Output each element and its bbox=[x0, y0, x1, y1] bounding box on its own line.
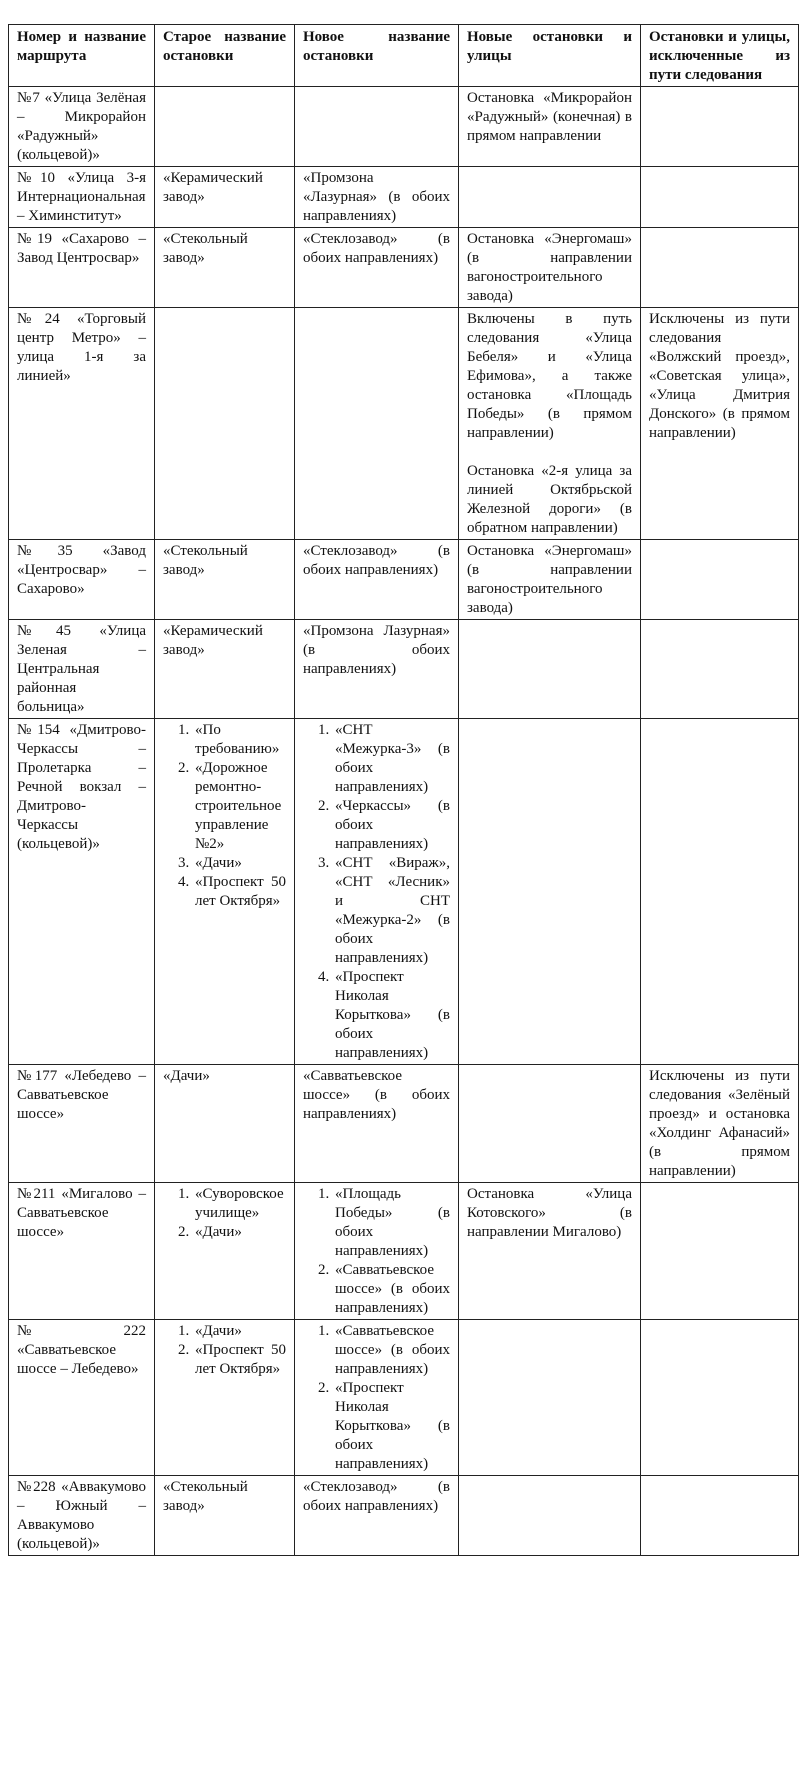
route-changes-table bbox=[8, 24, 799, 1556]
removed-stops-cell bbox=[641, 540, 799, 620]
list-item: 2. «Черкассы» (в обоих направлениях) bbox=[333, 797, 450, 854]
old-name-cell bbox=[155, 308, 295, 540]
header-row bbox=[9, 25, 799, 87]
route-cell: №24 «Торговый центр Метро» – улица 1-я за линией» bbox=[9, 308, 155, 540]
list-item: 1. «Дачи» bbox=[193, 1322, 286, 1341]
cell-paragraph: «Стекольный завод» bbox=[163, 1479, 248, 1514]
new-name-cell bbox=[295, 167, 459, 228]
cell-paragraph: Исключены из пути следования «Зелёный проезд» и остановка «Холдинг Афанасий» (в прямом направлении) bbox=[649, 1068, 790, 1179]
header-new-stops-streets: Новые остановки и улицы bbox=[459, 25, 641, 87]
table-row bbox=[9, 308, 799, 540]
table-row bbox=[9, 1065, 799, 1183]
route-cell: №177 «Лебедево – Савватьевское шоссе» bbox=[9, 1065, 155, 1183]
cell-paragraph: «Керамический завод» bbox=[163, 170, 263, 205]
cell-paragraph: «Стеклозавод» (в обоих направлениях) bbox=[303, 543, 450, 578]
added-stops-cell bbox=[459, 1320, 641, 1476]
cell-paragraph: «Стеклозавод» (в обоих направлениях) bbox=[303, 231, 450, 266]
removed-stops-cell bbox=[641, 620, 799, 719]
list-item: 1. «По требованию» bbox=[193, 721, 286, 759]
route-cell: №10 «Улица 3-я Интернациональная – Химинститут» bbox=[9, 167, 155, 228]
table-row bbox=[9, 228, 799, 308]
added-stops-cell bbox=[459, 308, 641, 540]
route-cell: №7 «Улица Зелёная – Микрорайон «Радужный» (кольцевой)» bbox=[9, 87, 155, 167]
old-name-cell bbox=[155, 540, 295, 620]
list-item: 2. «Дачи» bbox=[193, 1223, 286, 1242]
old-name-cell bbox=[155, 1065, 295, 1183]
table-body bbox=[9, 87, 799, 1556]
cell-paragraph: Остановка «Энергомаш» (в направлении вагоностроительного завода) bbox=[467, 543, 632, 616]
route-cell: №228 «Аввакумово – Южный – Аввакумово (кольцевой)» bbox=[9, 1476, 155, 1556]
new-name-cell bbox=[295, 620, 459, 719]
list-item: 2. «Дорожное ремонтно-строительное управление №2» bbox=[193, 759, 286, 854]
cell-paragraph: Остановка «Микрорайон «Радужный» (конечная) в прямом направлении bbox=[467, 90, 632, 144]
cell-paragraph: «Дачи» bbox=[163, 1068, 210, 1084]
list-item: 1. «Савватьевское шоссе» (в обоих направлениях) bbox=[333, 1322, 450, 1379]
new-name-cell bbox=[295, 1320, 459, 1476]
cell-paragraph: Исключены из пути следования «Волжский проезд», «Советская улица», «Улица Дмитрия Донского» (в прямом направлении) bbox=[649, 311, 790, 441]
list-item: 3. «СНТ «Вираж», «СНТ «Лесник» и СНТ «Межурка-2» (в обоих направлениях) bbox=[333, 854, 450, 968]
table-row bbox=[9, 87, 799, 167]
header-excluded-stops-streets: Остановки и улицы, исключенные из пути следования bbox=[641, 25, 799, 87]
old-name-cell bbox=[155, 719, 295, 1065]
added-stops-cell bbox=[459, 1476, 641, 1556]
table-row bbox=[9, 620, 799, 719]
table-row bbox=[9, 1183, 799, 1320]
list-item: 3. «Дачи» bbox=[193, 854, 286, 873]
cell-paragraph: Остановка «Улица Котовского» (в направлении Мигалово) bbox=[467, 1186, 632, 1240]
removed-stops-cell bbox=[641, 228, 799, 308]
removed-stops-cell bbox=[641, 1320, 799, 1476]
new-name-cell bbox=[295, 540, 459, 620]
cell-paragraph: «Савватьевское шоссе» (в обоих направлениях) bbox=[303, 1068, 450, 1122]
cell-paragraph: «Промзона «Лазурная» (в обоих направлениях) bbox=[303, 170, 450, 224]
cell-paragraph: Остановка «Энергомаш» (в направлении вагоностроительного завода) bbox=[467, 231, 632, 304]
added-stops-cell bbox=[459, 540, 641, 620]
new-name-cell bbox=[295, 228, 459, 308]
numbered-list bbox=[303, 721, 450, 1063]
header-old-stop-name: Старое название остановки bbox=[155, 25, 295, 87]
removed-stops-cell bbox=[641, 1183, 799, 1320]
route-cell: №45 «Улица Зеленая – Центральная районная больница» bbox=[9, 620, 155, 719]
old-name-cell bbox=[155, 1183, 295, 1320]
old-name-cell bbox=[155, 1320, 295, 1476]
table-row bbox=[9, 1476, 799, 1556]
cell-paragraph: «Промзона Лазурная» (в обоих направлениях) bbox=[303, 623, 450, 677]
list-item: 1. «СНТ «Межурка-3» (в обоих направлениях) bbox=[333, 721, 450, 797]
new-name-cell bbox=[295, 308, 459, 540]
old-name-cell bbox=[155, 228, 295, 308]
new-name-cell bbox=[295, 1476, 459, 1556]
table-row bbox=[9, 1320, 799, 1476]
table-row bbox=[9, 167, 799, 228]
added-stops-cell bbox=[459, 1183, 641, 1320]
route-cell: №154 «Дмитрово-Черкассы – Пролетарка – Речной вокзал – Дмитрово-Черкассы (кольцевой)» bbox=[9, 719, 155, 1065]
added-stops-cell bbox=[459, 620, 641, 719]
removed-stops-cell bbox=[641, 167, 799, 228]
cell-paragraph: «Стеклозавод» (в обоих направлениях) bbox=[303, 1479, 450, 1514]
added-stops-cell bbox=[459, 167, 641, 228]
list-item: 2. «Проспект 50 лет Октября» bbox=[193, 1341, 286, 1379]
new-name-cell bbox=[295, 1065, 459, 1183]
header-route: Номер и название маршрута bbox=[9, 25, 155, 87]
removed-stops-cell bbox=[641, 1476, 799, 1556]
numbered-list bbox=[303, 1322, 450, 1474]
old-name-cell bbox=[155, 1476, 295, 1556]
table-row bbox=[9, 719, 799, 1065]
removed-stops-cell bbox=[641, 1065, 799, 1183]
route-cell: №211 «Мигалово – Савватьевское шоссе» bbox=[9, 1183, 155, 1320]
added-stops-cell bbox=[459, 719, 641, 1065]
list-item: 2. «Савватьевское шоссе» (в обоих направлениях) bbox=[333, 1261, 450, 1318]
header-new-stop-name: Новое название остановки bbox=[295, 25, 459, 87]
added-stops-cell bbox=[459, 228, 641, 308]
old-name-cell bbox=[155, 167, 295, 228]
new-name-cell bbox=[295, 87, 459, 167]
list-item: 2. «Проспект Николая Корыткова» (в обоих направлениях) bbox=[333, 1379, 450, 1474]
cell-paragraph: Включены в путь следования «Улица Бебеля» и «Улица Ефимова», а также остановка «Площадь Победы» (в прямом направлении) bbox=[467, 311, 632, 441]
removed-stops-cell bbox=[641, 308, 799, 540]
numbered-list bbox=[163, 721, 286, 911]
new-name-cell bbox=[295, 1183, 459, 1320]
removed-stops-cell bbox=[641, 87, 799, 167]
removed-stops-cell bbox=[641, 719, 799, 1065]
list-item: 1. «Суворовское училище» bbox=[193, 1185, 286, 1223]
numbered-list bbox=[163, 1185, 286, 1242]
list-item: 4. «Проспект 50 лет Октября» bbox=[193, 873, 286, 911]
route-cell: №19 «Сахарово – Завод Центросвар» bbox=[9, 228, 155, 308]
route-cell: №222 «Савватьевское шоссе – Лебедево» bbox=[9, 1320, 155, 1476]
cell-paragraph: Остановка «2-я улица за линией Октябрьской Железной дороги» (в обратном направлении) bbox=[467, 463, 632, 536]
list-item: 1. «Площадь Победы» (в обоих направлениях) bbox=[333, 1185, 450, 1261]
added-stops-cell bbox=[459, 87, 641, 167]
numbered-list bbox=[303, 1185, 450, 1318]
cell-paragraph: «Керамический завод» bbox=[163, 623, 263, 658]
added-stops-cell bbox=[459, 1065, 641, 1183]
cell-paragraph: «Стекольный завод» bbox=[163, 231, 248, 266]
old-name-cell bbox=[155, 87, 295, 167]
route-cell: №35 «Завод «Центросвар» – Сахарово» bbox=[9, 540, 155, 620]
new-name-cell bbox=[295, 719, 459, 1065]
old-name-cell bbox=[155, 620, 295, 719]
numbered-list bbox=[163, 1322, 286, 1379]
paragraph-gap bbox=[467, 443, 632, 462]
table-row bbox=[9, 540, 799, 620]
cell-paragraph: «Стекольный завод» bbox=[163, 543, 248, 578]
list-item: 4. «Проспект Николая Корыткова» (в обоих направлениях) bbox=[333, 968, 450, 1063]
